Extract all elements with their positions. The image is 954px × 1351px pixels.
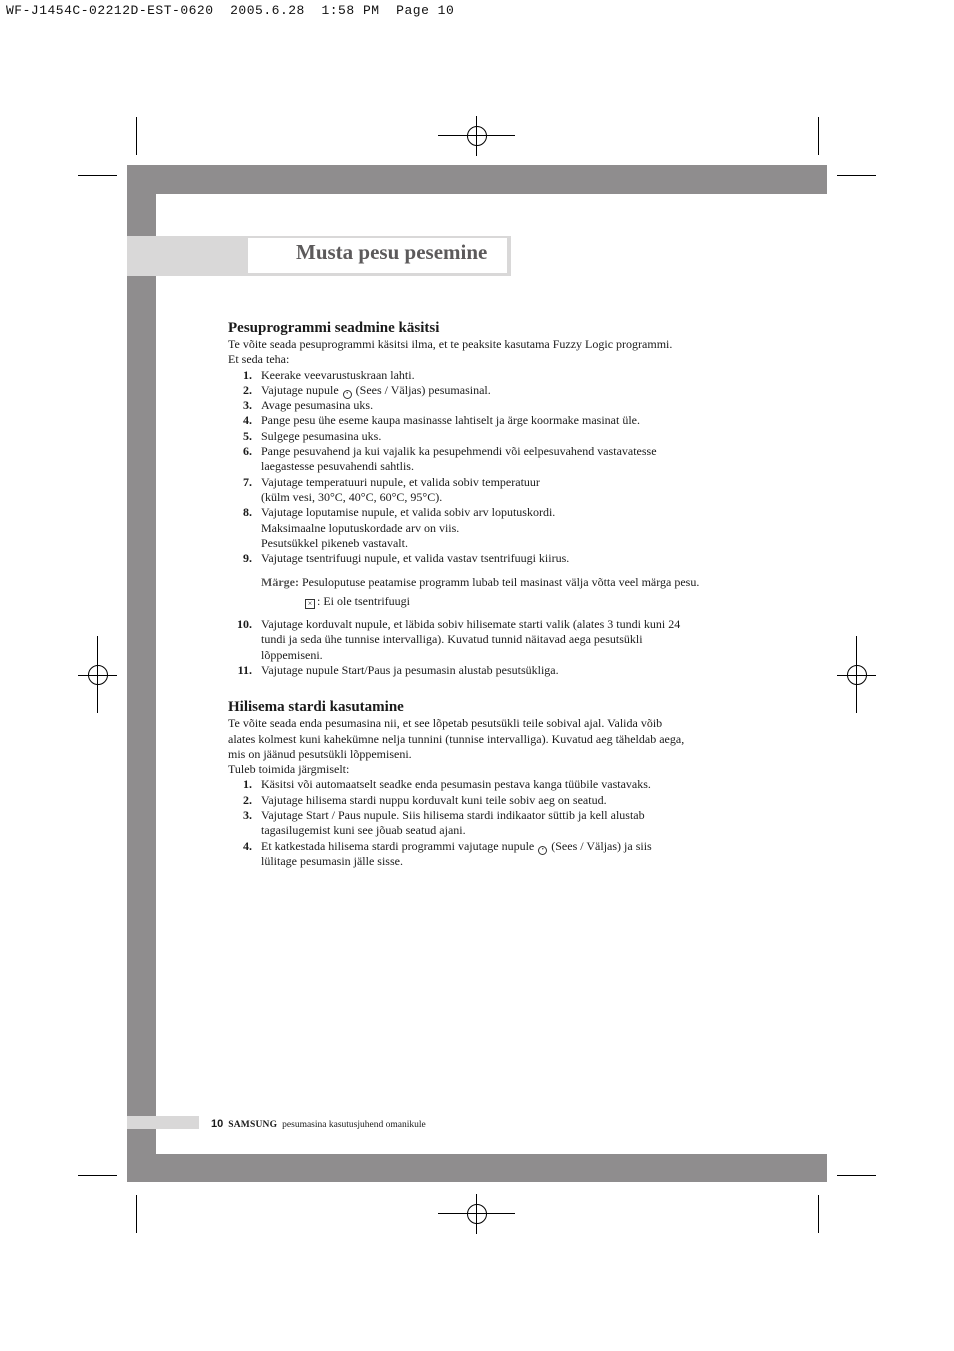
section-heading: Hilisema stardi kasutamine [228, 699, 404, 716]
note-text: Pesuloputuse peatamise programm lubab teil masinast välja võtta veel märga pesu. [301, 575, 700, 590]
crop-mark [818, 117, 819, 155]
list-item-continuation: lülitage pesumasin jälle sisse. [261, 853, 403, 868]
list-item: 5. Sulgege pesumasina uks. [243, 428, 382, 443]
list-item-continuation: Pesutsükkel pikeneb vastavalt. [261, 535, 408, 550]
crop-mark [818, 1195, 819, 1233]
list-item: 1. Keerake veevarustuskraan lahti. [243, 367, 415, 382]
crop-mark [78, 175, 117, 176]
page-title: Musta pesu pesemine [296, 240, 488, 264]
page-band-bottom [127, 1154, 827, 1182]
crop-mark [837, 1175, 876, 1176]
registration-circle [467, 1204, 487, 1224]
page-band-top [127, 165, 827, 194]
list-item-continuation: laegastesse pesuvahendi sahtlis. [261, 459, 414, 474]
registration-circle [847, 665, 867, 685]
registration-circle [467, 126, 487, 146]
no-spin-icon: × [305, 599, 315, 609]
note [261, 575, 748, 590]
list-item: 3. Vajutage Start / Paus nupule. Siis hilisema stardi indikaator süttib ja kell alustab [243, 808, 645, 823]
page-number: 10 [211, 1118, 224, 1130]
list-item: 10. Vajutage korduvalt nupule, et läbida sobiv hilisemate starti valik (alates 3 tundi kuni 24 [237, 617, 681, 632]
step-list [228, 777, 748, 869]
list-item: 4. Et katkestada hilisema stardi programmi vajutage nupule • (Sees / Väljas) ja siis [243, 838, 652, 853]
list-item: 2. Vajutage hilisema stardi nuppu korduvalt kuni teile sobiv aeg on seatud. [243, 792, 607, 807]
paragraph: alates kolmest kuni kahekümne nelja tunnini (tunnise intervalliga). Kuvatud aeg täheldab aega, [228, 731, 685, 746]
list-item: 8. Vajutage loputamise nupule, et valida sobiv arv loputuskordi. [243, 505, 556, 520]
power-icon: • [343, 390, 352, 399]
list-item: 3. Avage pesumasina uks. [243, 398, 374, 413]
crop-mark [78, 1175, 117, 1176]
list-item-continuation: tundi ja seda ühe tunnise intervalliga). Kuvatud tunnid näitavad aega pesutsükli [261, 632, 643, 647]
footer [211, 1118, 426, 1130]
crop-mark [136, 117, 137, 155]
footer-tab [127, 1116, 199, 1129]
crop-mark [837, 175, 876, 176]
power-icon: • [538, 846, 547, 855]
paragraph: Et seda teha: [228, 352, 290, 367]
section [228, 698, 748, 869]
list-item: 2. Vajutage nupule • (Sees / Väljas) pesumasinal. [243, 382, 491, 397]
registration-circle [88, 665, 108, 685]
paragraph: Tuleb toimida järgmiselt: [228, 762, 350, 777]
paragraph: Te võite seada pesuprogrammi käsitsi ilma, et te peaksite kasutama Fuzzy Logic programmi. [228, 337, 673, 351]
list-item: 4. Pange pesu ühe eseme kaupa masinasse lahtiselt ja ärge koormake masinat üle. [243, 413, 640, 428]
list-item-continuation: (külm vesi, 30°C, 40°C, 60°C, 95°C). [261, 489, 443, 504]
paragraph: Te võite seada enda pesumasina nii, et see lõpetab pesutsükli teile sobival ajal. Valida võib [228, 716, 663, 731]
page-band-left [127, 165, 156, 1182]
step-list [228, 368, 748, 567]
list-item-continuation: Maksimaalne loputuskordade arv on viis. [261, 520, 460, 535]
list-item: 7. Vajutage temperatuuri nupule, et valida sobiv temperatuur [243, 474, 540, 489]
list-item: 9. Vajutage tsentrifuugi nupule, et valida vastav tsentrifuugi kiirus. [243, 551, 570, 566]
list-item-continuation: lõppemiseni. [261, 647, 323, 662]
main-content [228, 319, 748, 869]
step-list [228, 617, 748, 678]
list-item-continuation: tagasilugemist kuni see jõuab seatud ajani. [261, 823, 466, 838]
paragraph: mis on jäänud pesutsükli lõppemiseni. [228, 746, 412, 761]
footer-subtitle: pesumasina kasutusjuhend omanikule [282, 1120, 426, 1130]
note-label: Märge: [261, 575, 299, 590]
brand-name: SAMSUNG [228, 1120, 278, 1130]
list-item: 6. Pange pesuvahend ja kui vajalik ka pesupehmendi või eelpesuvahend vastavatesse [243, 444, 657, 459]
print-slug: WF-J1454C-02212D-EST-0620 2005.6.28 1:58 PM Page 10 [6, 3, 455, 18]
note-icon-line: × : Ei ole tsentrifuugi [305, 594, 748, 609]
list-item: 11. Vajutage nupule Start/Paus ja pesumasin alustab pesutsükliga. [237, 662, 559, 677]
crop-mark [136, 1195, 137, 1233]
list-item: 1. Käsitsi või automaatselt seadke enda pesumasin pestava kanga tüübile vastavaks. [243, 777, 651, 792]
section-heading: Pesuprogrammi seadmine käsitsi [228, 320, 440, 336]
